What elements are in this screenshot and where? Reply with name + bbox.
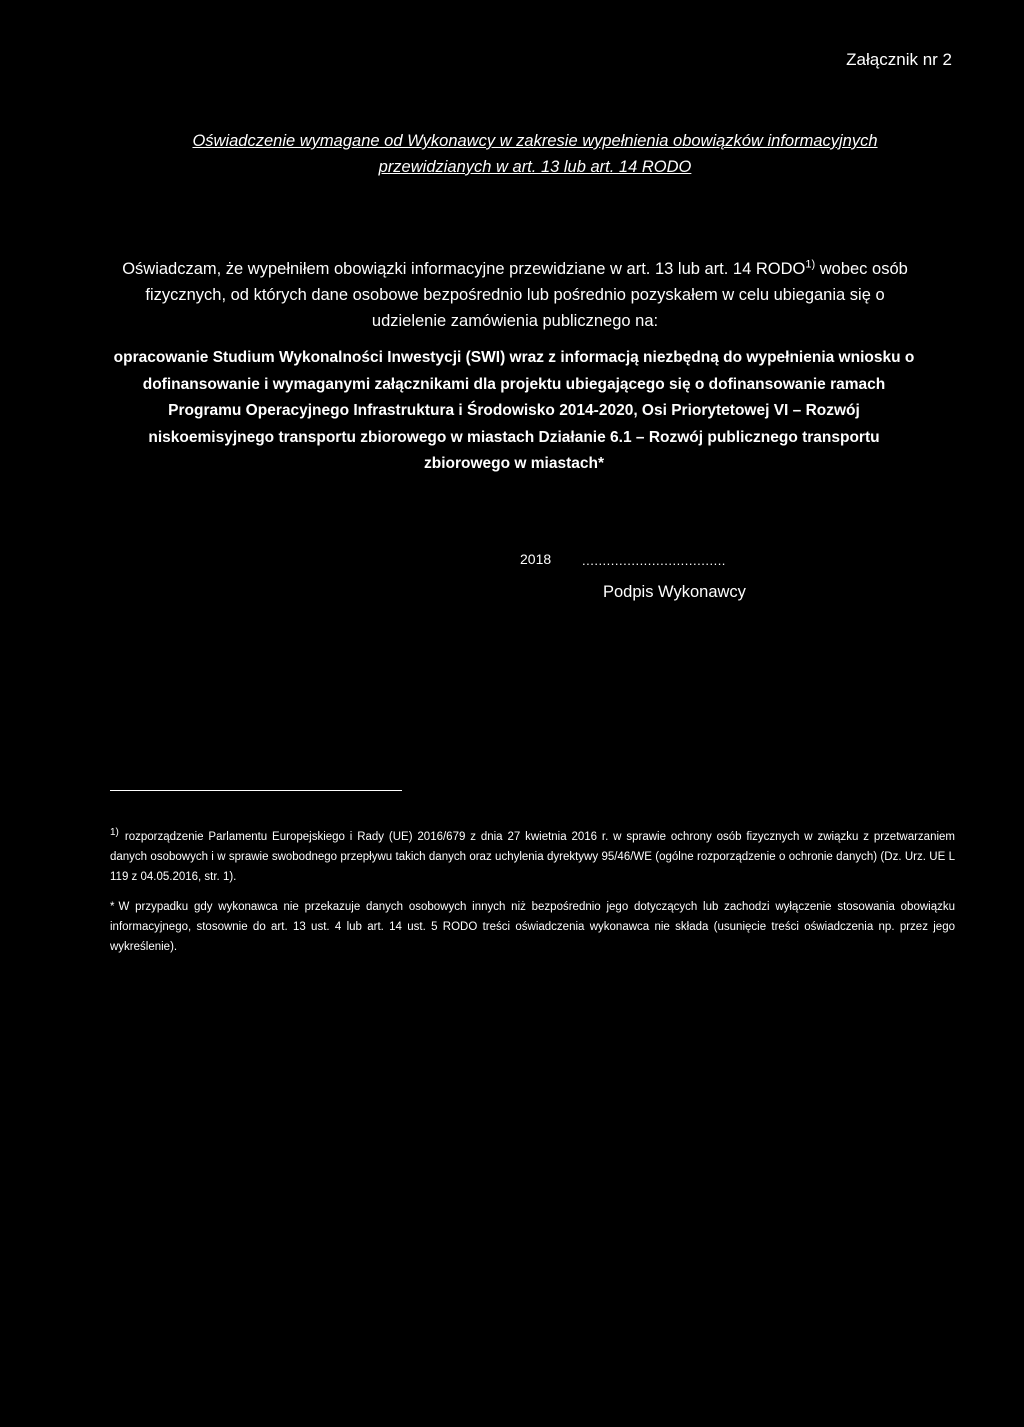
annex-label: Załącznik nr 2 (846, 50, 952, 69)
footnote-asterisk-text: W przypadku gdy wykonawca nie przekazuje danych osobowych innych niż bezpośrednio jego dotyczących lub zachodzi wyłączenie stosowania obowiązku informacyjnego, stosownie do art. 13 ust. 4 lub art. 14 ust. 5 RODO treści oświadczenia wykonawca nie składa (usunięcie treści oświadczenia np. przez jego wykreślenie). (110, 901, 955, 953)
signature-line: ................................... (582, 553, 726, 568)
signature-date: 2018 (520, 551, 552, 567)
signature-label: Podpis Wykonawcy (603, 583, 746, 601)
declaration-paragraph (120, 256, 910, 334)
document-title (100, 128, 970, 180)
footnote-1-text: rozporządzenie Parlamentu Europejskiego i Rady (UE) 2016/679 z dnia 27 kwietnia 2016 r. w sprawie ochrony osób fizycznych w związku z przetwarzaniem danych osobowych i w sprawie swobodnego przepływu takich danych oraz uchylenia dyrektywy 95/46/WE (ogólne rozporządzenie o ochronie danych) (Dz. Urz. UE L 119 z 04.05.2016, str. 1). (110, 831, 955, 883)
document-title-line-1: Oświadczenie wymagane od Wykonawcy w zakresie wypełnienia obowiązków informacyjnych (192, 132, 878, 150)
footnote-1 (110, 823, 955, 887)
footnote-asterisk (110, 897, 955, 957)
document-title-line-2: przewidzianych w art. 13 lub art. 14 RODO (378, 158, 692, 176)
declaration-text-end: wobec osób fizycznych, od których dane osobowe bezpośrednio lub pośrednio pozyskałem w celu ubiegania się o udzielenie zamówienia publicznego na: (145, 260, 908, 330)
procurement-subject: opracowanie Studium Wykonalności Inwestycji (SWI) wraz z informacją niezbędną do wypełnienia wniosku o dofinansowanie i wymaganymi załącznikami dla projektu ubiegającego się o dofinansowanie ramach Programu Operacyjnego Infrastruktura i Środowisko 2014-2020, Osi Priorytetowej VI – Rozwój niskoemisyjnego transportu zbiorowego w miastach Działanie 6.1 – Rozwój publicznego transportu zbiorowego w miastach* (113, 349, 915, 472)
declaration-text-start: Oświadczam, że wypełniłem obowiązki informacyjne przewidziane w art. 13 lub art. 14 RODO (122, 260, 806, 278)
footnote-reference-1: 1) (805, 258, 816, 271)
footnote-separator (110, 790, 402, 791)
footnote-asterisk-mark: * (110, 901, 115, 913)
footnote-1-mark: 1) (110, 827, 119, 838)
